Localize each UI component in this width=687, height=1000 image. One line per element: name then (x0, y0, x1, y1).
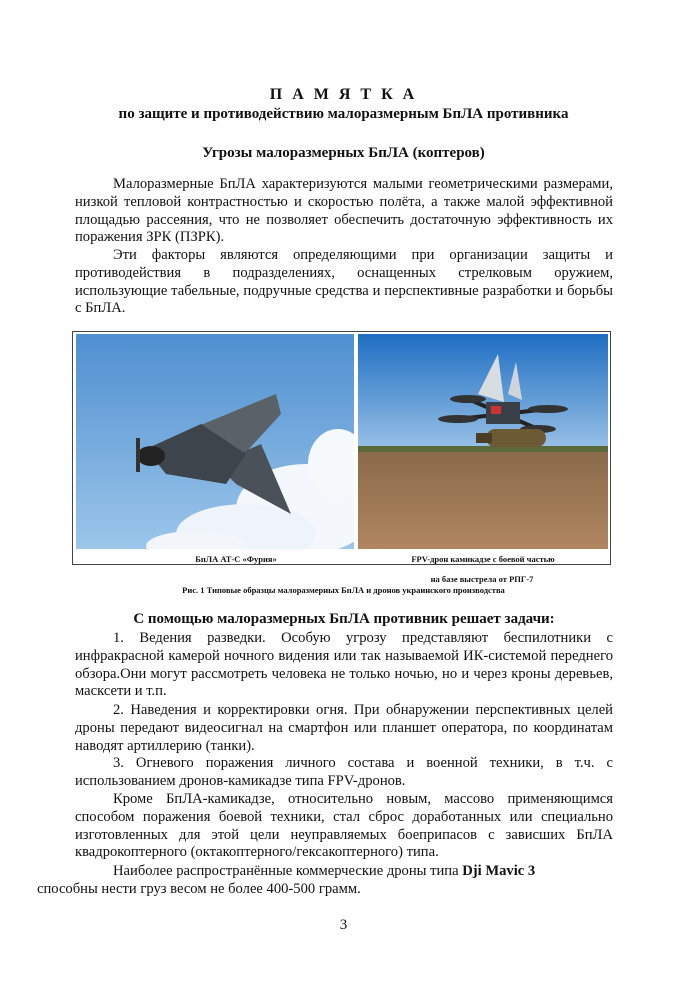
right-photo-caption-line1: FPV-дрон камикадзе с боевой частью (411, 554, 555, 564)
tasks-heading: С помощью малоразмерных БпЛА противник решает задачи: (133, 611, 555, 627)
intro-paragraph-1: Малоразмерные БпЛА характеризуются малыми геометрическими размерами, низкой тепловой контрастностью и скоростью полёта, а также малой эффективной площадью рассеяния, что не позволяет обеспечить достаточную эффективность их поражения ЗРК (ПЗРК). (75, 176, 613, 246)
last-text-start: Наиболее распространённые коммерческие дроны типа (113, 863, 463, 879)
task-item-2: 2. Наведения и корректировки огня. При обнаружении перспективных целей дроны передают видеосигнал на смартфон или планшет оператора, по координатам наводят артиллерию (танки). (75, 702, 613, 754)
document-subtitle: по защите и противодействию малоразмерным БпЛА противника (118, 106, 569, 122)
tasks-last-paragraph (37, 863, 613, 899)
page-number: 3 (339, 917, 348, 933)
last-text-end: способны нести груз весом не более 400-500 грамм. (37, 880, 361, 897)
figure-caption: Рис. 1 Типовые образцы малоразмерных БпЛА и дронов украинского производства (182, 585, 505, 595)
furia-uav-photo (76, 334, 354, 549)
document-title: П А М Я Т К А (269, 86, 418, 103)
right-photo-caption-line2: на базе выстрела от РПГ-7 (430, 574, 534, 584)
left-photo-caption: БпЛА АТ-С «Фурия» (195, 554, 277, 564)
task-item-1: 1. Ведения разведки. Особую угрозу представляют беспилотники с инфракрасной камерой ночного видения или так называемой ИК-системой переднего обзора.Они могут рассмотреть человека не только ночью, но и через кроны деревьев, масксети и т.п. (75, 630, 613, 700)
intro-paragraph-2: Эти факторы являются определяющими при организации защиты и противодействия в подразделениях, оснащенных стрелковым оружием, использующие табельные, подручные средства и перспективные разработки и борьбы с БпЛА. (75, 247, 613, 317)
drone-model: Dji Mavic 3 (462, 863, 536, 879)
tasks-paragraph: Кроме БпЛА-камикадзе, относительно новым, массово применяющимся способом поражения боевой техники, стал сброс доработанных или специально изготовленных для этой цели неуправляемых боеприпасов с зависших БпЛА квадрокоптерного (октакоптерного/гексакоптерного) типа. (75, 791, 613, 861)
fpv-drone-photo (358, 334, 608, 549)
section-title: Угрозы малоразмерных БпЛА (коптеров) (202, 145, 485, 161)
figure-frame (72, 331, 611, 565)
task-item-3: 3. Огневого поражения личного состава и военной техники, в т.ч. с использованием дронов-камикадзе типа FPV-дронов. (75, 755, 613, 789)
